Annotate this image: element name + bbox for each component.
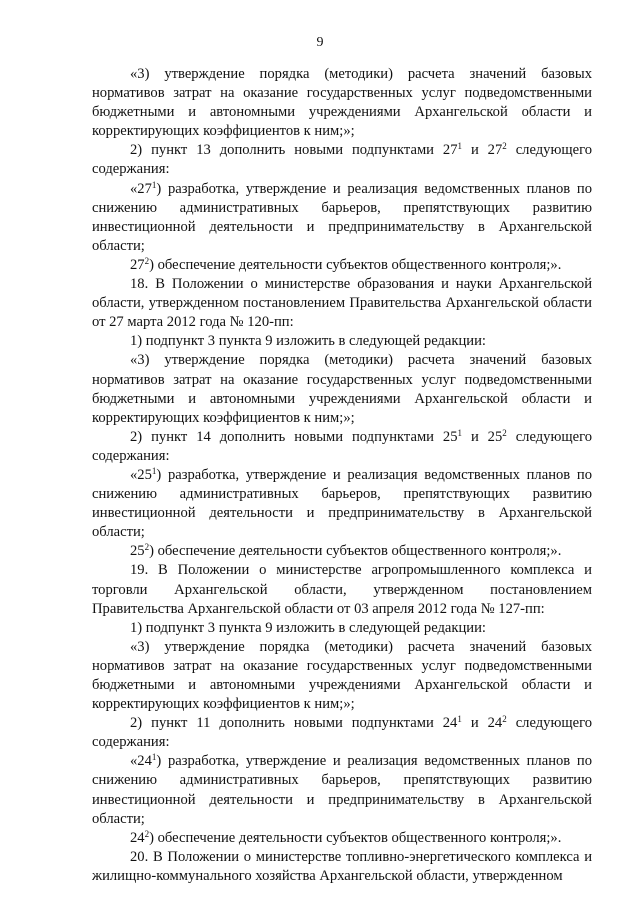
paragraph: «$24^1$) разработка, утверждение и реализация ведомственных планов по снижению административных барьеров, препятствующих развитию инвестиционной деятельности и предпринимательству в Архангельской области;	[92, 752, 592, 827]
superscript: 1	[151, 465, 157, 476]
paragraph: 2) пункт 11 дополнить новыми подпунктами $24^1$ и $24^2$ следующего содержания:	[92, 714, 593, 751]
paragraph: 1) подпункт 3 пункта 9 изложить в следующей редакции:	[130, 619, 486, 636]
page-number: 9	[316, 35, 324, 50]
paragraph: 20. В Положении о министерстве топливно-энергетического комплекса и жилищно-коммунального хозяйства Архангельской области, утвержденном	[92, 848, 592, 884]
paragraph: $27^2$) обеспечение деятельности субъектов общественного контроля;».	[130, 255, 562, 273]
paragraph: 2) пункт 13 дополнить новыми подпунктами $27^1$ и $27^2$ следующего содержания:	[92, 141, 593, 178]
paragraph: «3) утверждение порядка (методики) расчета значений базовых нормативов затрат на оказание государственных услуг подведомственными бюджетными и автономными учреждениями Архангельской области и корректирующих коэффициентов к ним;»;	[92, 352, 592, 426]
superscript: 2	[502, 427, 507, 438]
paragraph: «3) утверждение порядка (методики) расчета значений базовых нормативов затрат на оказание государственных услуг подведомственными бюджетными и автономными учреждениями Архангельской области и корректирующих коэффициентов к ним;»;	[92, 638, 592, 713]
superscript: 2	[144, 542, 150, 553]
paragraph: 18. В Положении о министерстве образования и науки Архангельской области, утвержденном постановлением Правительства Архангельской области от 27 марта 2012 года № 120-пп:	[92, 276, 592, 331]
document-body	[92, 65, 592, 886]
superscript: 2	[502, 714, 507, 725]
superscript: 2	[144, 255, 150, 266]
superscript: 1	[151, 179, 157, 190]
superscript: 1	[151, 752, 157, 763]
superscript: 1	[457, 427, 463, 438]
paragraph: $25^2$) обеспечение деятельности субъектов общественного контроля;».	[130, 542, 562, 560]
paragraph: 19. В Положении о министерстве агропромышленного комплекса и торговли Архангельской области, утвержденном постановлением Правительства Архангельской области от 03 апреля 2012 года № 127-пп:	[92, 562, 592, 617]
paragraph: «3) утверждение порядка (методики) расчета значений базовых нормативов затрат на оказание государственных услуг подведомственными бюджетными и автономными учреждениями Архангельской области и корректирующих коэффициентов к ним;»;	[92, 66, 592, 140]
superscript: 2	[144, 828, 150, 839]
paragraph: «$25^1$) разработка, утверждение и реализация ведомственных планов по снижению административных барьеров, препятствующих развитию инвестиционной деятельности и предпринимательству в Архангельской области;	[92, 465, 592, 541]
paragraph: «$27^1$) разработка, утверждение и реализация ведомственных планов по снижению административных барьеров, препятствующих развитию инвестиционной деятельности и предпринимательству в Архангельской области;	[92, 179, 592, 254]
paragraph: 1) подпункт 3 пункта 9 изложить в следующей редакции:	[130, 333, 486, 350]
superscript: 2	[502, 141, 507, 152]
paragraph: $24^2$) обеспечение деятельности субъектов общественного контроля;».	[130, 828, 562, 846]
superscript: 1	[457, 714, 462, 725]
paragraph: 2) пункт 14 дополнить новыми подпунктами $25^1$ и $25^2$ следующего содержания:	[92, 427, 593, 464]
superscript: 1	[457, 141, 463, 152]
